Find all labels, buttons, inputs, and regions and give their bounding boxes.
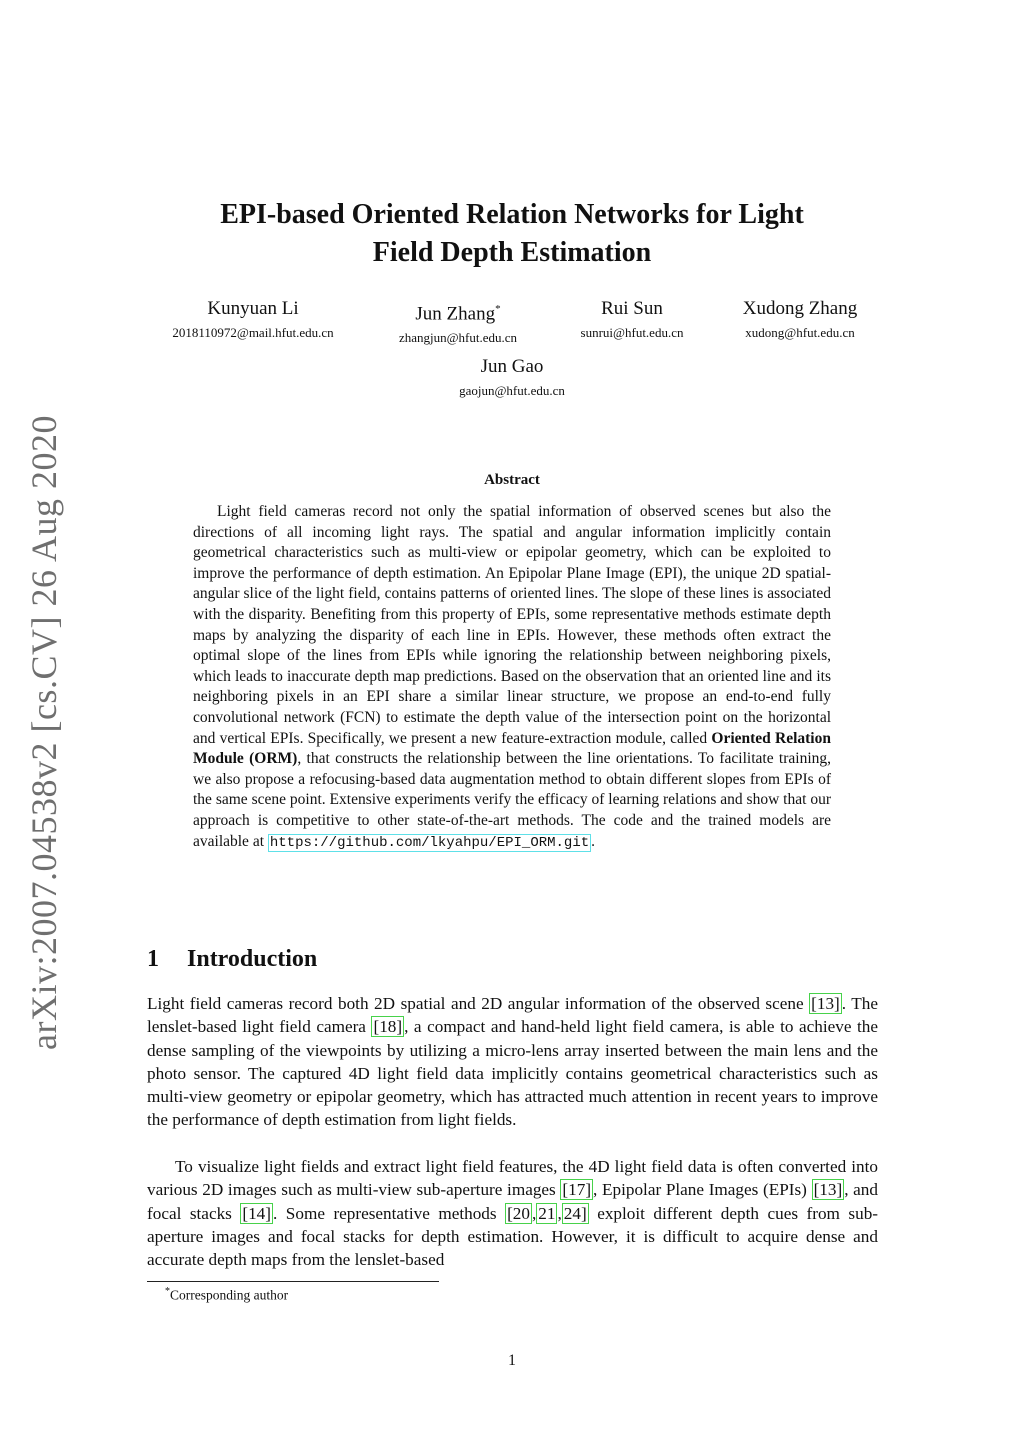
citation-link[interactable]: [18] xyxy=(373,1017,403,1037)
author-block xyxy=(143,297,363,343)
citation-link[interactable]: [17] xyxy=(562,1180,592,1200)
author-email[interactable]: zhangjun@hfut.edu.cn xyxy=(398,330,518,346)
author-email[interactable]: 2018110972@mail.hfut.edu.cn xyxy=(172,325,334,340)
section-title: Introduction xyxy=(187,946,318,972)
citation-link[interactable]: 21 xyxy=(538,1203,556,1223)
author-name: Rui Sun xyxy=(601,298,663,319)
author-name: Jun Gao xyxy=(480,356,544,377)
author-email[interactable]: xudong@hfut.edu.cn xyxy=(745,325,855,340)
intro-paragraph-1: Light field cameras record both 2D spatial and 2D angular information of the observed scene [13] . The lenslet-based light field camera [18] , a compact and hand-held light field camera, is able to achieve the dense sampling of the viewpoints by utilizing a micro-lens array inserted between the main lens and the photo sensor. The captured 4D light field data implicitly contains geometrical characteristics such as multi-view geometry or epipolar geometry, which has attracted much attention in recent years to improve the performance of depth estimation from light fields. xyxy=(147,994,878,1130)
arxiv-identifier-stamp: arXiv:2007.04538v2 [cs.CV] 26 Aug 2020 xyxy=(24,415,64,1050)
author-name: Xudong Zhang xyxy=(742,298,858,319)
footnote-divider xyxy=(147,1281,439,1282)
author-block xyxy=(402,355,622,401)
author-email[interactable]: sunrui@hfut.edu.cn xyxy=(580,325,684,340)
title-line-2: Field Depth Estimation xyxy=(372,237,652,268)
author-name: Jun Zhang* xyxy=(415,303,501,325)
citation-link[interactable]: [13] xyxy=(811,994,840,1013)
footnote xyxy=(165,1286,288,1304)
intro-paragraph-2: To visualize light fields and extract light field features, the 4D light field data is often converted into various 2D images such as multi-view sub-aperture images [17] , Epipolar Plane Images (EPIs) [13] , and focal stacks [14] . Some representative methods [20 , 21 , 24] exploit different depth cues from sub-aperture images and focal stacks for depth estimation. However, it is difficult to acquire dense and accurate depth maps from the lenslet-based xyxy=(147,1157,879,1270)
abstract-bold-term: Oriented Relation Module (ORM) xyxy=(193,729,831,768)
author-name: Kunyuan Li xyxy=(207,298,299,319)
author-block xyxy=(690,297,910,343)
page-number: 1 xyxy=(508,1352,516,1369)
citation-link[interactable]: [14] xyxy=(242,1203,271,1223)
footnote-marker: * xyxy=(165,1286,170,1297)
abstract-body: Light field cameras record not only the spatial information of observed scenes but also the directions of all incoming light rays. The spatial and angular information implicitly contain geometrical characteristics such as multi-view or epipolar geometry, which can be exploited to improve the performance of depth estimation. An Epipolar Plane Image (EPI), the unique 2D spatial-angular slice of the light field, contains patterns of oriented lines. The slope of these lines is associated with the disparity. Benefiting from this property of EPIs, some representative methods estimate depth maps by analyzing the disparity of each line in EPIs. However, these methods often extract the optimal slope of the lines from EPIs while ignoring the relationship between neighboring pixels, which leads to inaccurate depth map predictions. Based on the observation that an oriented line and its neighboring pixels in an EPI share a similar linear structure, we propose an end-to-end fully convolutional network (FCN) to estimate the depth value of the intersection point on the horizontal and vertical EPIs. Specifically, we present a new feature-extraction module, called Oriented Relation Module (ORM), that constructs the relationship between the line orientations. To facilitate training, we also propose a refocusing-based data augmentation method to obtain different slopes from EPIs of the same scene point. Extensive experiments verify the efficacy of learning relations and show that our approach is competitive to other state-of-the-art methods. The code and the trained models are available at https://github.com/lkyahpu/EPI_ORM.git . xyxy=(193,503,831,851)
section-heading-introduction xyxy=(147,946,317,973)
corresponding-author-marker: * xyxy=(495,303,501,315)
citation-link[interactable]: [13] xyxy=(813,1180,843,1200)
code-repository-link[interactable]: https://github.com/lkyahpu/EPI_ORM.git xyxy=(269,834,590,851)
citation-link[interactable]: [20 xyxy=(507,1203,530,1223)
abstract-heading: Abstract xyxy=(484,472,540,488)
title-line-1: EPI-based Oriented Relation Networks for Light xyxy=(220,199,804,230)
footnote-text: Corresponding author xyxy=(170,1287,289,1303)
author-email[interactable]: gaojun@hfut.edu.cn xyxy=(459,383,565,398)
citation-link[interactable]: 24] xyxy=(563,1203,587,1223)
paper-title xyxy=(140,196,884,272)
section-number: 1 xyxy=(147,946,159,972)
